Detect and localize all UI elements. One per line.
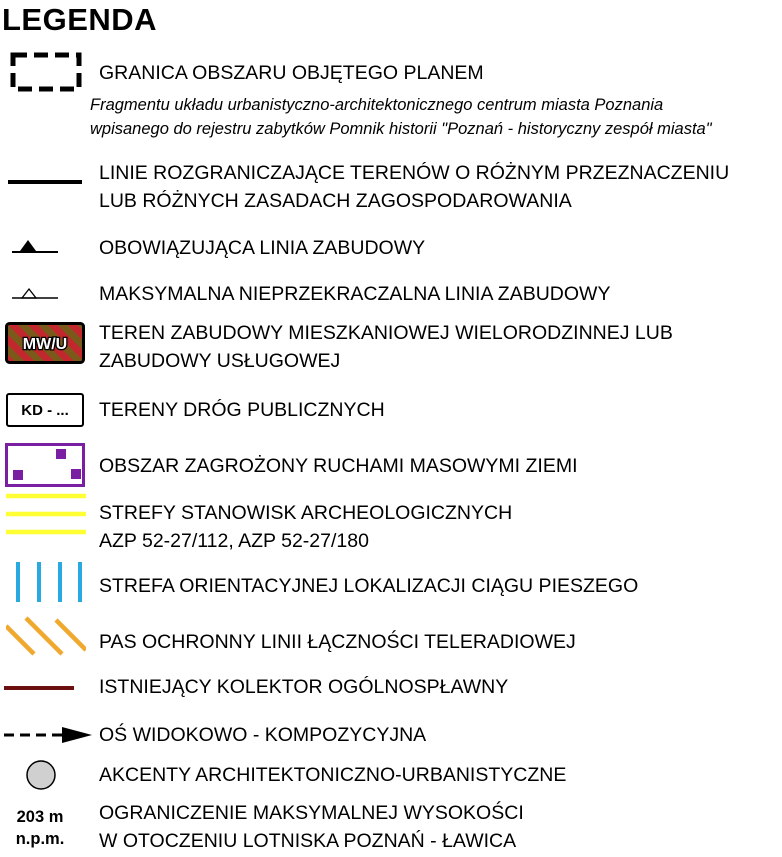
architectural-accent-circle-icon <box>24 758 58 792</box>
obligatory-building-line-symbol <box>12 236 58 256</box>
legend-label-teleradio-protection: PAS OCHRONNY LINII ŁĄCZNOŚCI TELERADIOWEJ <box>99 631 576 653</box>
legend-label-dividing-lines-2: LUB RÓŻNYCH ZASADACH ZAGOSPODAROWANIA <box>99 190 572 212</box>
sewer-collector-symbol <box>4 684 74 692</box>
pedestrian-route-symbol <box>12 562 84 602</box>
legend-label-plan-boundary: GRANICA OBSZARU OBJĘTEGO PLANEM <box>99 62 484 84</box>
height-limit-value <box>8 806 72 850</box>
legend-title: LEGENDA <box>2 2 158 37</box>
height-limit-value-line-1: 203 m <box>16 808 64 826</box>
kd-box-symbol <box>6 393 84 427</box>
max-building-line-symbol <box>12 284 58 302</box>
legend-label-residential-2: ZABUDOWY USŁUGOWEJ <box>99 350 341 372</box>
teleradio-protection-symbol <box>6 616 86 658</box>
legend-label-landslide-area: OBSZAR ZAGROŻONY RUCHAMI MASOWYMI ZIEMI <box>99 455 578 477</box>
legend-note-line-2: wpisanego do rejestru zabytków Pomnik historii "Poznań - historyczny zespół miasta" <box>90 120 712 138</box>
legend-label-archaeological-1: STREFY STANOWISK ARCHEOLOGICZNYCH <box>99 502 513 524</box>
legend-label-height-limit-2: W OTOCZENIU LOTNISKA POZNAŃ - ŁAWICA <box>99 830 517 852</box>
plan-boundary-symbol <box>10 52 82 92</box>
legend-label-dividing-lines-1: LINIE ROZGRANICZAJĄCE TERENÓW O RÓŻNYM PRZEZNACZENIU <box>99 162 730 184</box>
legend-label-sewer-collector: ISTNIEJĄCY KOLEKTOR OGÓLNOSPŁAWNY <box>99 676 509 698</box>
archaeological-zone-symbol <box>6 490 86 546</box>
dividing-line-symbol <box>8 178 82 186</box>
legend-note-line-1: Fragmentu układu urbanistyczno-architektonicznego centrum miasta Poznania <box>90 96 664 114</box>
legend-label-max-building-line: MAKSYMALNA NIEPRZEKRACZALNA LINIA ZABUDOWY <box>99 283 611 305</box>
height-limit-value-line-2: n.p.m. <box>15 830 65 848</box>
mwu-hatched-box-symbol <box>5 322 85 364</box>
legend-label-public-roads: TERENY DRÓG PUBLICZNYCH <box>99 399 385 421</box>
mwu-symbol-text: MW/U <box>22 336 68 353</box>
legend-label-architectural-accents: AKCENTY ARCHITEKTONICZNO-URBANISTYCZNE <box>99 764 567 786</box>
legend-label-height-limit-1: OGRANICZENIE MAKSYMALNEJ WYSOKOŚCI <box>99 802 524 824</box>
legend-label-archaeological-2: AZP 52-27/112, AZP 52-27/180 <box>99 530 369 552</box>
legend-label-residential-1: TEREN ZABUDOWY MIESZKANIOWEJ WIELORODZINNEJ LUB <box>99 322 673 344</box>
kd-symbol-text: KD - ... <box>21 401 69 419</box>
landslide-area-symbol <box>5 443 85 487</box>
legend-label-obligatory-building-line: OBOWIĄZUJĄCA LINIA ZABUDOWY <box>99 237 426 259</box>
legend-label-pedestrian-route: STREFA ORIENTACYJNEJ LOKALIZACJI CIĄGU PIESZEGO <box>99 575 639 597</box>
legend-label-view-axis: OŚ WIDOKOWO - KOMPOZYCYJNA <box>99 724 427 746</box>
view-axis-arrow-icon <box>4 724 92 746</box>
